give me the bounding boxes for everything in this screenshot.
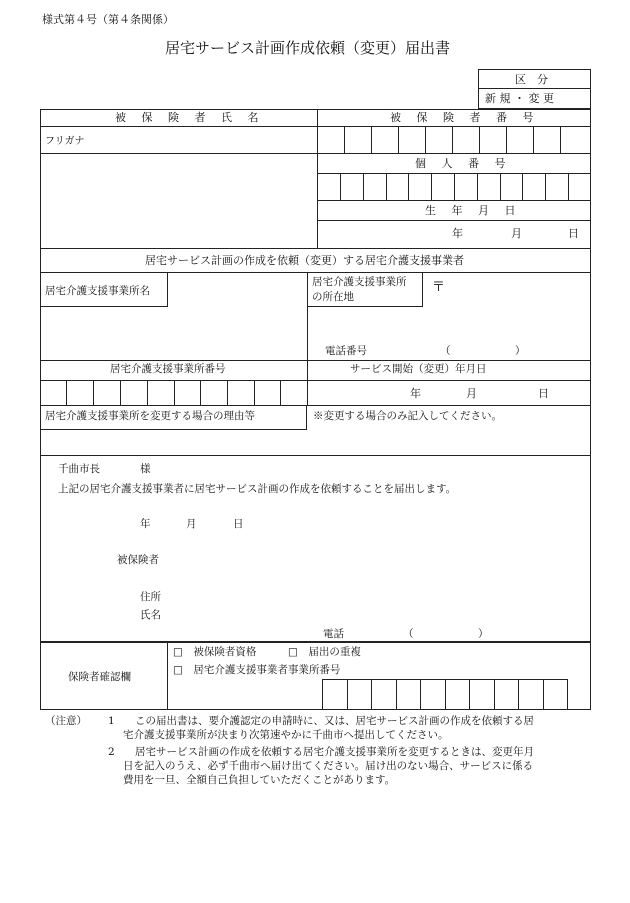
kubun-value[interactable]: 新 規 ・ 変 更: [485, 92, 554, 105]
check-insured-qualification[interactable]: □ 被保険者資格: [173, 646, 257, 658]
dob-year: 年: [452, 227, 463, 240]
change-reason-label: 居宅介護支援事業所を変更する場合の理由等: [45, 410, 255, 422]
start-month: 月: [466, 387, 477, 400]
declaration-statement: 上記の居宅介護支援事業者に居宅サービス計画の作成を依頼することを届出します。: [58, 483, 457, 495]
note2-line2: 日を記入のうえ、必ず千曲市へ届け出てください。届け出のない場合、サービスに係る: [123, 760, 534, 772]
dob-day: 日: [568, 227, 579, 240]
notes-heading: （注意）: [45, 715, 87, 727]
form-number: 様式第４号（第４条関係）: [42, 13, 174, 26]
note2-number: 2: [108, 746, 115, 758]
office-address-label-1: 居宅介護支援事業所: [312, 276, 407, 288]
start-year: 年: [410, 387, 421, 400]
office-name-label: 居宅介護支援事業所名: [45, 285, 150, 297]
furigana-label: フリガナ: [45, 136, 85, 147]
kubun-label: 区 分: [515, 73, 548, 86]
start-day: 日: [538, 387, 549, 400]
insured-name-header: 被 保 険 者 氏 名: [115, 111, 265, 124]
honorific: 様: [140, 463, 151, 475]
check-duplicate[interactable]: □ 届出の重複: [288, 646, 361, 658]
note1-line2: 宅介護支援事業所が決まり次第速やかに千曲市へ提出してください。: [123, 729, 449, 741]
declaration-year: 年: [140, 518, 151, 530]
note1-line1: この届出書は、要介護認定の申請時に、又は、居宅サービス計画の作成を依頼する居: [135, 715, 534, 727]
note2-line1: 居宅サービス計画の作成を依頼する居宅介護支援事業所を変更するときは、変更年月: [135, 746, 534, 758]
address-label: 住所: [140, 591, 161, 603]
provider-section-title: 居宅サービス計画の作成を依頼（変更）する居宅介護支援事業者: [145, 254, 464, 267]
office-phone-paren-close: ）: [515, 345, 526, 357]
declaration-day: 日: [233, 518, 244, 530]
personal-number-header: 個 人 番 号: [415, 157, 512, 170]
insurer-check-label: 保険者確認欄: [68, 671, 131, 683]
change-note: ※変更する場合のみ記入してください。: [313, 410, 502, 422]
office-number-header: 居宅介護支援事業所番号: [110, 363, 226, 375]
page-title: 居宅サービス計画作成依頼（変更）届出書: [165, 39, 451, 57]
applicant-phone-paren-open: （: [403, 628, 414, 640]
addressee: 千曲市長: [58, 463, 100, 475]
check-office-number[interactable]: □ 居宅介護支援事業者事業所番号: [173, 664, 341, 676]
insured-number-header: 被 保 険 者 番 号: [390, 111, 540, 124]
name-label: 氏名: [140, 609, 161, 621]
applicant-phone-label: 電話: [323, 628, 344, 640]
insured-label: 被保険者: [117, 554, 159, 566]
office-address-label-2: の所在地: [312, 291, 354, 303]
dob-month: 月: [511, 227, 522, 240]
declaration-month: 月: [186, 518, 197, 530]
office-phone-label: 電話番号: [325, 345, 367, 357]
note2-line3: 費用を一旦、全額自己負担していただくことがあります。: [123, 774, 396, 786]
dob-header: 生 年 月 日: [425, 204, 522, 217]
note1-number: 1: [108, 715, 115, 727]
office-phone-paren-open: （: [440, 345, 451, 357]
postal-mark: 〒: [432, 280, 446, 295]
applicant-phone-paren-close: ）: [478, 628, 489, 640]
service-start-header: サービス開始（変更）年月日: [350, 363, 487, 375]
